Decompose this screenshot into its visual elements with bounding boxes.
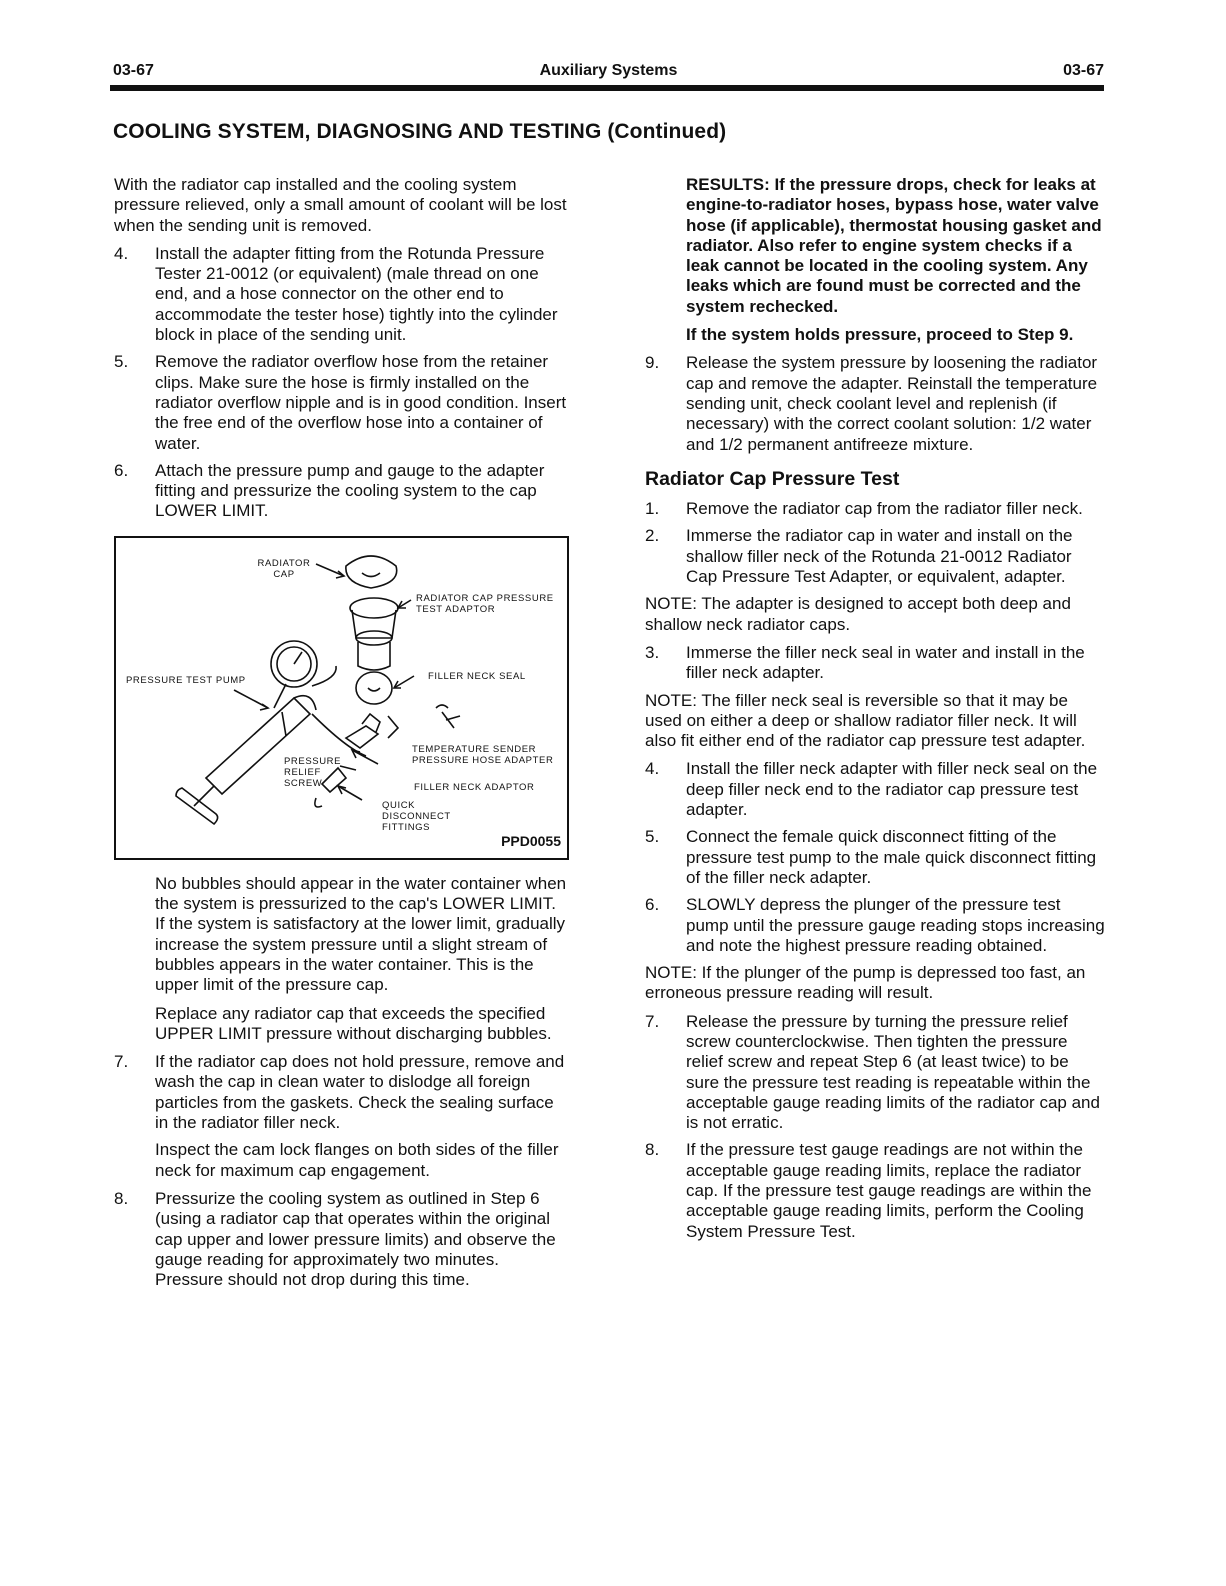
step-number: 9.: [645, 353, 660, 373]
step-text: Pressurize the cooling system as outlined in Step 6 (using a radiator cap that operates within the original cap upper and lower pressure limits) and observe the gauge reading for approximately two minutes. Pressure should not drop during this time.: [155, 1188, 556, 1290]
note-paragraph: NOTE: If the plunger of the pump is depressed too fast, an erroneous pressure reading will result.: [645, 963, 1086, 1003]
step-item: [645, 353, 1105, 454]
step-number: 2.: [645, 526, 660, 546]
step-item: [645, 827, 1105, 888]
note-paragraph: NOTE: The adapter is designed to accept both deep and shallow neck radiator caps.: [645, 594, 1071, 634]
step-item: [114, 1052, 569, 1133]
label-radiator-cap: RADIATOR CAP: [257, 557, 311, 580]
intro-paragraph: With the radiator cap installed and the cooling system pressure relieved, only a small amount of coolant will be lost when the sending unit is removed.: [114, 175, 567, 235]
step-number: 1.: [645, 499, 660, 519]
step-number: 8.: [645, 1140, 660, 1160]
step-text: Install the filler neck adapter with filler neck seal on the deep filler neck end to the radiator cap pressure test adapter.: [686, 759, 1098, 820]
step-number: 4.: [114, 243, 129, 263]
figure-code: PPD0055: [501, 833, 561, 850]
pressure-test-figure: [114, 536, 569, 860]
pressure-test-illustration: [116, 538, 567, 858]
results-paragraph: RESULTS: If the pressure drops, check for leaks at engine-to-radiator hoses, bypass hose, water valve hose (if applicable), thermostat housing gasket and radiator. Also refer to engine system checks if a leak cannot be located in the cooling system. Any leaks which are found must be corrected and the system rechecked.: [686, 175, 1102, 316]
page-number-right: 03-67: [1063, 62, 1104, 79]
right-column: [645, 175, 1105, 1249]
step-text: If the radiator cap does not hold pressure, remove and wash the cap in clean water to dislodge all foreign particles from the gaskets. Check the sealing surface in the radiator filler neck.: [155, 1052, 565, 1133]
step-text: Release the system pressure by loosening the radiator cap and remove the adapter. Reinstall the temperature sending unit, check coolant level and replenish (if necessary) with the correct coolant solution: 1/2 water and 1/2 permanent antifreeze mixture.: [686, 353, 1098, 454]
step-text: Immerse the filler neck seal in water and install in the filler neck adapter.: [686, 642, 1085, 683]
label-pressure-test-pump: PRESSURE TEST PUMP: [126, 674, 246, 686]
step-text: Attach the pressure pump and gauge to the adapter fitting and pressurize the cooling system to the cap LOWER LIMIT.: [155, 460, 545, 521]
step-number: 5.: [645, 827, 660, 847]
step-item: [645, 759, 1105, 820]
step-item: [114, 1189, 569, 1290]
step-item: [645, 1012, 1105, 1134]
body-paragraph: No bubbles should appear in the water container when the system is pressurized to the cap's LOWER LIMIT. If the system is satisfactory at the lower limit, gradually increase the system pressure until a slight stream of bubbles appears in the water container. This is the upper limit of the pressure cap.: [155, 873, 567, 995]
step-item: [645, 499, 1105, 519]
step-item: [645, 526, 1105, 587]
step-number: 6.: [114, 460, 129, 480]
step-text: Release the pressure by turning the pressure relief screw counterclockwise. Then tighten the pressure relief screw and repeat Step 6 (at least twice) to be sure the pressure test reading is repeatable within the acceptable gauge reading limits of the radiator cap and is not erratic.: [686, 1011, 1100, 1133]
left-column: [114, 175, 569, 1297]
step-text: Remove the radiator overflow hose from the retainer clips. Make sure the hose is firmly installed on the radiator overflow nipple and is in good condition. Insert the free end of the overflow hose into a container of water.: [155, 352, 567, 453]
step-text: If the pressure test gauge readings are not within the acceptable gauge reading limits, replace the radiator cap. If the pressure test gauge readings are within the acceptable gauge reading limits, perform the Cooling System Pressure Test.: [686, 1140, 1092, 1241]
page-title: COOLING SYSTEM, DIAGNOSING AND TESTING (Continued): [113, 120, 727, 143]
body-paragraph: Inspect the cam lock flanges on both sides of the filler neck for maximum cap engagement.: [155, 1140, 559, 1180]
section-title: Auxiliary Systems: [539, 62, 678, 79]
label-filler-neck-seal: FILLER NECK SEAL: [428, 670, 526, 682]
label-test-adaptor: RADIATOR CAP PRESSURE TEST ADAPTOR: [416, 592, 554, 615]
step-item: [114, 461, 569, 522]
header-rule: [110, 85, 1104, 91]
page-number-left: 03-67: [113, 62, 154, 79]
step-number: 6.: [645, 895, 660, 915]
label-filler-neck-adaptor: FILLER NECK ADAPTOR: [414, 781, 535, 793]
step-text: Install the adapter fitting from the Rotunda Pressure Tester 21-0012 (or equivalent) (male thread on one end, and a hose connector on the other end to accommodate the tester hose) tightly into the cylinder block in place of the sending unit.: [155, 243, 558, 345]
section-subheading: Radiator Cap Pressure Test: [645, 467, 900, 490]
step-number: 7.: [645, 1011, 660, 1031]
label-temp-sender: TEMPERATURE SENDER PRESSURE HOSE ADAPTER: [412, 743, 554, 766]
step-item: [645, 1140, 1105, 1241]
step-text: Remove the radiator cap from the radiator filler neck.: [686, 499, 1083, 519]
step-text: SLOWLY depress the plunger of the pressure test pump until the pressure gauge reading stops increasing and note the highest pressure reading obtained.: [686, 895, 1105, 955]
label-relief-screw: PRESSURE RELIEF SCREW: [284, 755, 342, 789]
step-text: Immerse the radiator cap in water and install on the shallow filler neck of the Rotunda 21-0012 Radiator Cap Pressure Test Adapter, or equivalent, adapter.: [686, 526, 1073, 587]
step-item: [114, 352, 569, 453]
step-number: 3.: [645, 642, 660, 662]
step-item: [645, 895, 1105, 956]
step-number: 4.: [645, 759, 660, 779]
holds-paragraph: If the system holds pressure, proceed to Step 9.: [686, 325, 1074, 345]
step-item: [645, 643, 1105, 684]
step-number: 8.: [114, 1188, 129, 1208]
step-number: 5.: [114, 352, 129, 372]
step-number: 7.: [114, 1052, 129, 1072]
step-text: Connect the female quick disconnect fitting of the pressure test pump to the male quick disconnect fitting of the filler neck adapter.: [686, 827, 1097, 887]
label-quick-disconnect: QUICK DISCONNECT FITTINGS: [382, 799, 451, 833]
body-paragraph: Replace any radiator cap that exceeds the specified UPPER LIMIT pressure without discharging bubbles.: [155, 1003, 552, 1043]
step-item: [114, 244, 569, 345]
page-header: [113, 60, 1104, 84]
note-paragraph: NOTE: The filler neck seal is reversible so that it may be used on either a deep or shallow radiator filler neck. It will also fit either end of the radiator cap pressure test adapter.: [645, 690, 1086, 751]
